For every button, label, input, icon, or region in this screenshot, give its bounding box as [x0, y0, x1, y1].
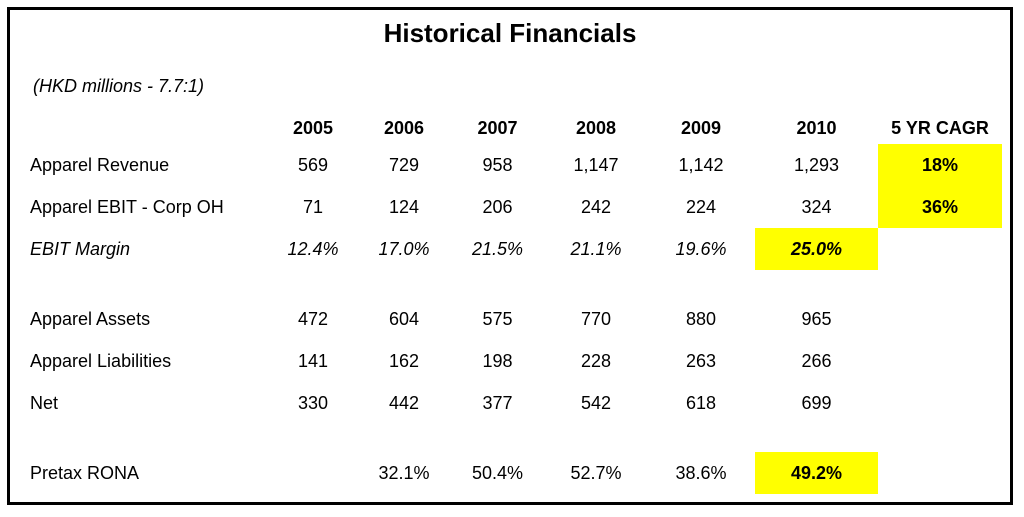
historical-financials-table	[30, 112, 1002, 494]
cell: 32.1%	[378, 462, 430, 483]
cell: 1,293	[793, 154, 840, 175]
cell	[878, 298, 1002, 340]
cell: 542	[580, 392, 612, 413]
cell: 880	[685, 308, 717, 329]
cell-highlighted-cagr-ebit: 36%	[878, 186, 1002, 228]
cell	[878, 340, 1002, 382]
column-header-2009: 2009	[680, 117, 722, 138]
cell: 770	[580, 308, 612, 329]
table-row-apparel-assets	[30, 298, 1002, 340]
cell: 324	[801, 196, 832, 217]
cell: 124	[388, 196, 420, 217]
column-header-cagr: 5 YR CAGR	[891, 117, 989, 138]
cell	[268, 452, 358, 494]
cell: 958	[482, 154, 513, 175]
cell: 38.6%	[675, 462, 727, 483]
cell: 228	[580, 350, 612, 371]
cell: 330	[297, 392, 329, 413]
row-label: Apparel Liabilities	[30, 350, 172, 371]
cell: 19.6%	[675, 238, 727, 259]
table-row-ebit-margin	[30, 228, 1002, 270]
cell: 52.7%	[570, 462, 622, 483]
cell: 266	[801, 350, 832, 371]
cell: 224	[685, 196, 717, 217]
row-label: Apparel EBIT - Corp OH	[30, 196, 224, 217]
cell: 1,142	[678, 154, 724, 175]
cell: 21.1%	[570, 238, 622, 259]
table-row-apparel-revenue	[30, 144, 1002, 186]
row-label: Apparel Assets	[30, 308, 151, 329]
spacer-cell	[30, 424, 1002, 452]
table-row-pretax-rona	[30, 452, 1002, 494]
column-header-2008: 2008	[575, 117, 617, 138]
table-row-apparel-liabilities	[30, 340, 1002, 382]
column-header-2005: 2005	[292, 117, 334, 138]
cell: 618	[685, 392, 717, 413]
cell: 965	[801, 308, 832, 329]
cell: 21.5%	[471, 238, 524, 259]
table-row-net	[30, 382, 1002, 424]
page-title: Historical Financials	[383, 18, 637, 48]
cell: 50.4%	[471, 462, 524, 483]
row-label: Net	[30, 392, 59, 413]
table-row-apparel-ebit	[30, 186, 1002, 228]
cell: 575	[482, 308, 513, 329]
cell: 729	[388, 154, 420, 175]
spacer-row	[30, 270, 1002, 298]
cell: 242	[580, 196, 612, 217]
row-label: Apparel Revenue	[30, 154, 170, 175]
cell	[878, 382, 1002, 424]
column-header-2010: 2010	[796, 117, 837, 138]
header-row	[30, 112, 1002, 144]
cell: 377	[482, 392, 513, 413]
cell: 17.0%	[378, 238, 430, 259]
cell: 263	[685, 350, 717, 371]
row-label: EBIT Margin	[30, 238, 131, 259]
cell: 206	[482, 196, 513, 217]
cell-highlighted-ebit-margin-2010: 25.0%	[755, 228, 878, 270]
cell-highlighted-cagr-revenue: 18%	[878, 144, 1002, 186]
column-header-blank	[30, 112, 268, 144]
cell: 162	[388, 350, 420, 371]
cell-highlighted-pretax-rona-2010: 49.2%	[755, 452, 878, 494]
cell	[878, 452, 1002, 494]
cell: 12.4%	[287, 238, 339, 259]
spacer-cell	[30, 270, 1002, 298]
cell: 569	[297, 154, 329, 175]
column-header-2007: 2007	[477, 117, 518, 138]
cell: 141	[297, 350, 329, 371]
row-label: Pretax RONA	[30, 462, 140, 483]
table-frame	[7, 7, 1013, 505]
column-header-2006: 2006	[383, 117, 425, 138]
cell: 442	[388, 392, 420, 413]
cell: 699	[801, 392, 832, 413]
cell: 604	[388, 308, 420, 329]
units-note: (HKD millions - 7.7:1)	[33, 76, 205, 96]
cell: 198	[482, 350, 513, 371]
spacer-row	[30, 424, 1002, 452]
cell: 472	[297, 308, 329, 329]
cell: 1,147	[573, 154, 619, 175]
cell	[878, 228, 1002, 270]
cell: 71	[302, 196, 324, 217]
